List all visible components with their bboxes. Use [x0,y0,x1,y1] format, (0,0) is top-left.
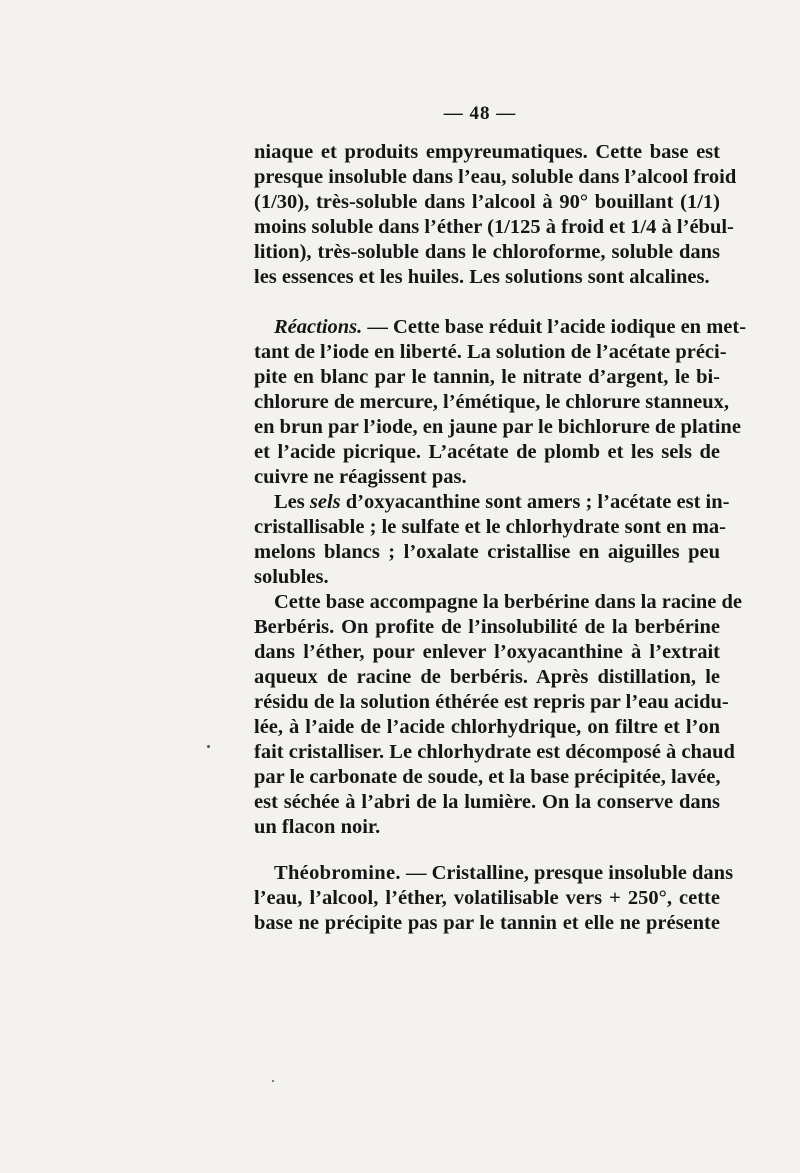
text-line: par le carbonate de soude, et la base précipitée, lavée, [254,766,721,788]
text-line: fait cristalliser. Le chlorhydrate est décomposé à chaud [254,741,735,763]
text-line: (1/30), très-soluble dans l’alcool à 90° bouillant (1/1) [254,191,720,213]
text-line: pite en blanc par le tannin, le nitrate d’argent, le bi- [254,366,720,388]
text-line: est séchée à l’abri de la lumière. On la conserve dans [254,791,720,813]
text-run: — Cristalline, presque insoluble dans [400,862,734,884]
text-line: moins soluble dans l’éther (1/125 à froid et 1/4 à l’ébul- [254,216,734,238]
text-run: Les [274,491,310,513]
text-line: aqueux de racine de berbéris. Après distillation, le [254,666,720,688]
text-line: lée, à l’aide de l’acide chlorhydrique, on filtre et l’on [254,716,720,738]
text-line: Cette base accompagne la berbérine dans la racine de [274,591,743,613]
text-line: melons blancs ; l’oxalate cristallise en aiguilles peu [254,541,720,563]
text-run: — Cette base réduit l’acide iodique en met- [362,316,747,338]
text-line: un flacon noir. [254,816,381,838]
text-line: les essences et les huiles. Les solutions sont alcalines. [254,266,710,288]
paragraph-first-line [274,490,730,514]
scan-speck [272,1080,274,1082]
scan-speck [207,745,210,748]
text-run: d’oxyacanthine sont amers ; l’acétate est in- [340,491,730,513]
text-line: résidu de la solution éthérée est repris par l’eau acidu- [254,691,729,713]
text-line: en brun par l’iode, en jaune par le bichlorure de platine [254,416,741,438]
section-lead-theobromine: Théobromine. [274,862,401,884]
text-line: cristallisable ; le sulfate et le chlorhydrate sont en ma- [254,516,726,538]
text-line: l’eau, l’alcool, l’éther, volatilisable vers + 250°, cette [254,887,720,909]
paragraph-first-line [274,861,734,885]
text-line: tant de l’iode en liberté. La solution de l’acétate préci- [254,341,727,363]
text-line: chlorure de mercure, l’émétique, le chlorure stanneux, [254,391,730,413]
text-line: niaque et produits empyreumatiques. Cette base est [254,141,720,163]
text-line: cuivre ne réagissent pas. [254,466,467,488]
text-line: solubles. [254,566,329,588]
text-line: lition), très-soluble dans le chloroforme, soluble dans [254,241,720,263]
text-line: Berbéris. On profite de l’insolubilité de la berbérine [254,616,720,638]
text-line: base ne précipite pas par le tannin et elle ne présente [254,912,720,934]
page-number: — 48 — [443,103,517,124]
text-line: dans l’éther, pour enlever l’oxyacanthine à l’extrait [254,641,720,663]
section-lead-reactions: Réactions. [274,316,363,338]
paragraph-first-line [274,315,747,339]
text-line: presque insoluble dans l’eau, soluble dans l’alcool froid [254,166,737,188]
text-line: et l’acide picrique. L’acétate de plomb et les sels de [254,441,720,463]
emphasis-sels: sels [309,491,341,513]
